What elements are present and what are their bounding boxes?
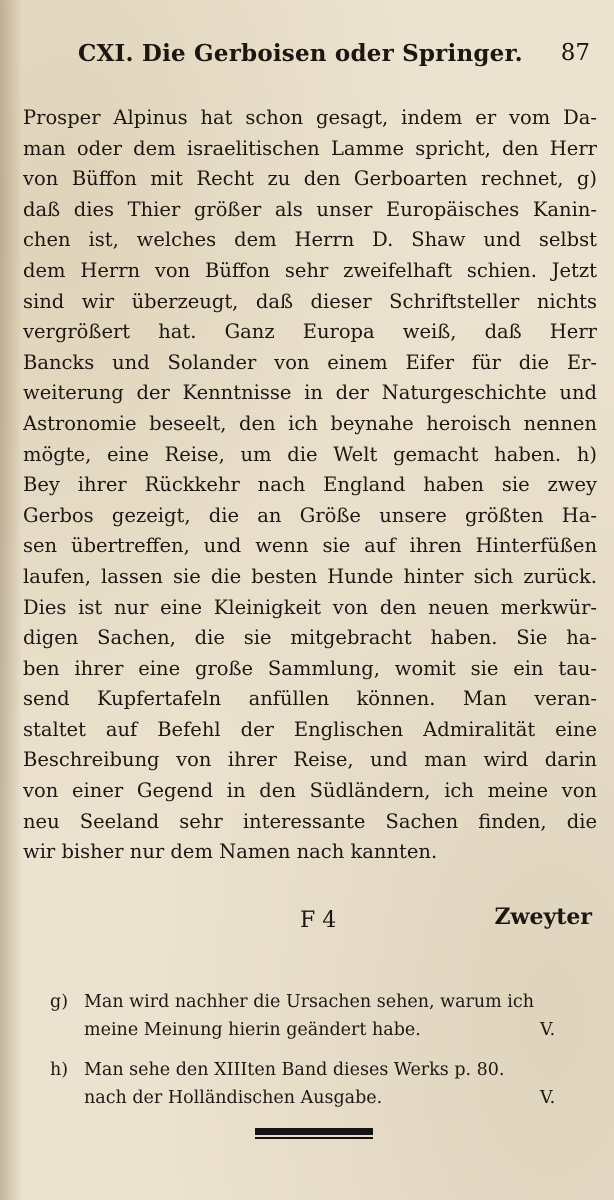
text-line: staltet auf Befehl der Englischen Admiralität eine bbox=[23, 717, 597, 741]
footnote-mark: g) bbox=[50, 992, 69, 1012]
text-line: ben ihrer eine große Sammlung, womit sie ein tau- bbox=[23, 656, 597, 680]
text-line: Astronomie beseelt, den ich beynahe heroisch nennen bbox=[23, 411, 597, 435]
text-line: sen übertreffen, und wenn sie auf ihren Hinterfüßen bbox=[23, 534, 597, 558]
ornamental-rule bbox=[255, 1128, 373, 1135]
text-line: Bey ihrer Rückkehr nach England haben sie zwey bbox=[23, 473, 597, 497]
footnote-g-continued bbox=[50, 1016, 590, 1044]
text-line: send Kupfertafeln anfüllen können. Man veran- bbox=[23, 687, 597, 711]
footnote-spacer bbox=[50, 1044, 590, 1056]
text-line: digen Sachen, die sie mitgebracht haben. Sie ha- bbox=[23, 626, 597, 650]
text-line: wir bisher nur dem Namen nach kannten. bbox=[23, 840, 438, 864]
footnote-text: Man sehe den XIIIten Band dieses Werks p. 80. bbox=[84, 1060, 505, 1080]
text-line: daß dies Thier größer als unser Europäisches Kanin- bbox=[23, 197, 597, 221]
signature-mark: F 4 bbox=[300, 908, 337, 933]
text-line: man oder dem israelitischen Lamme spricht, den Herr bbox=[23, 136, 597, 160]
text-line: Dies ist nur eine Kleinigkeit von den neuen merkwür- bbox=[23, 595, 597, 619]
footnote-h-continued bbox=[50, 1084, 590, 1112]
text-line: vergrößert hat. Ganz Europa weiß, daß Herr bbox=[23, 320, 597, 344]
text-line: Prosper Alpinus hat schon gesagt, indem er vom Da- bbox=[23, 106, 597, 129]
page-number: 87 bbox=[560, 40, 590, 66]
text-line: von Büffon mit Recht zu den Gerboarten rechnet, g) bbox=[23, 167, 597, 191]
footnote-g bbox=[50, 988, 590, 1016]
text-line: laufen, lassen sie die besten Hunde hinter sich zurück. bbox=[23, 564, 597, 588]
body-text bbox=[23, 103, 597, 868]
text-line: Gerbos gezeigt, die an Größe unsere größten Ha- bbox=[23, 503, 597, 527]
text-line: Beschreibung von ihrer Reise, und man wird darin bbox=[23, 748, 597, 772]
footnote-h bbox=[50, 1056, 590, 1084]
text-line: sind wir überzeugt, daß dieser Schriftsteller nichts bbox=[23, 289, 597, 313]
footnotes bbox=[50, 988, 590, 1112]
text-line: mögte, eine Reise, um die Welt gemacht haben. h) bbox=[23, 442, 597, 466]
text-line: neu Seeland sehr interessante Sachen finden, die bbox=[23, 809, 597, 833]
text-line: dem Herrn von Büffon sehr zweifelhaft schien. Jetzt bbox=[23, 258, 597, 282]
text-line: Bancks und Solander von einem Eifer für die Er- bbox=[23, 350, 597, 374]
footnote-text: Man wird nachher die Ursachen sehen, warum ich bbox=[84, 992, 534, 1012]
catchword: Zweyter bbox=[494, 904, 592, 930]
text-line: von einer Gegend in den Südländern, ich meine von bbox=[23, 779, 597, 803]
text-line: chen ist, welches dem Herrn D. Shaw und selbst bbox=[23, 228, 597, 252]
footnote-text: meine Meinung hierin geändert habe. bbox=[84, 1020, 421, 1040]
footnote-mark: h) bbox=[50, 1060, 69, 1080]
text-line: weiterung der Kenntnisse in der Naturgeschichte und bbox=[23, 381, 597, 405]
page-header bbox=[78, 40, 594, 80]
running-head: CXI. Die Gerboisen oder Springer. bbox=[78, 40, 523, 67]
footnote-initial: V. bbox=[540, 1020, 556, 1040]
footnote-initial: V. bbox=[540, 1088, 556, 1108]
footnote-text: nach der Holländischen Ausgabe. bbox=[84, 1088, 383, 1108]
